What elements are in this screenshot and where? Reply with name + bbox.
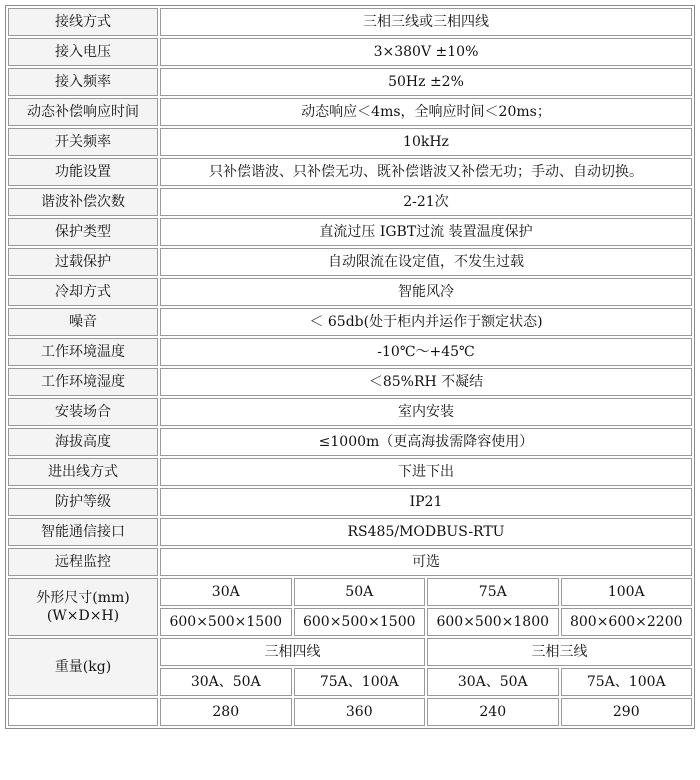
- spec-row: [8, 158, 692, 186]
- spec-row: [8, 8, 692, 36]
- weight-value: 290: [561, 698, 693, 726]
- weight-value-label-blank: [8, 698, 158, 726]
- dimensions-size: 600×500×1500: [160, 608, 292, 636]
- dimensions-size: 600×500×1500: [294, 608, 426, 636]
- spec-row: [8, 248, 692, 276]
- row-value: 下进下出: [160, 458, 692, 486]
- row-value: 室内安装: [160, 398, 692, 426]
- dimensions-rating: 100A: [561, 578, 693, 606]
- row-label: 保护类型: [8, 218, 158, 246]
- dimensions-rating: 75A: [427, 578, 559, 606]
- row-label: 过载保护: [8, 248, 158, 276]
- weight-group-row: [8, 638, 692, 666]
- row-label: 冷却方式: [8, 278, 158, 306]
- row-value: 3×380V ±10%: [160, 38, 692, 66]
- spec-table-body: [8, 8, 692, 726]
- row-label: 远程监控: [8, 548, 158, 576]
- row-label: 进出线方式: [8, 458, 158, 486]
- weight-value: 280: [160, 698, 292, 726]
- row-value: ＜ 65db(处于柜内并运作于额定状态): [160, 308, 692, 336]
- spec-row: [8, 548, 692, 576]
- spec-row: [8, 218, 692, 246]
- row-value: 自动限流在设定值，不发生过载: [160, 248, 692, 276]
- weight-subgroup: 30A、50A: [427, 668, 559, 696]
- row-value: RS485/MODBUS-RTU: [160, 518, 692, 546]
- row-value: 智能风冷: [160, 278, 692, 306]
- row-label: 防护等级: [8, 488, 158, 516]
- row-value: 直流过压 IGBT过流 装置温度保护: [160, 218, 692, 246]
- dimensions-label-line1: 外形尺寸(mm): [36, 590, 130, 606]
- spec-row: [8, 428, 692, 456]
- row-value: -10℃～+45℃: [160, 338, 692, 366]
- row-label: 工作环境湿度: [8, 368, 158, 396]
- spec-row: [8, 98, 692, 126]
- row-value: ≤1000m（更高海拔需降容使用）: [160, 428, 692, 456]
- row-value: 三相三线或三相四线: [160, 8, 692, 36]
- spec-row: [8, 188, 692, 216]
- row-value: IP21: [160, 488, 692, 516]
- row-label: 动态补偿响应时间: [8, 98, 158, 126]
- spec-table: [5, 5, 695, 729]
- row-label: 功能设置: [8, 158, 158, 186]
- row-label: 噪音: [8, 308, 158, 336]
- weight-subgroup: 30A、50A: [160, 668, 292, 696]
- dimensions-rating-row: [8, 578, 692, 606]
- dimensions-rating: 30A: [160, 578, 292, 606]
- spec-row: [8, 68, 692, 96]
- spec-row: [8, 368, 692, 396]
- row-value: 可选: [160, 548, 692, 576]
- dimensions-label-line2: (W×D×H): [46, 608, 120, 624]
- spec-row: [8, 338, 692, 366]
- dimensions-size: 800×600×2200: [561, 608, 693, 636]
- weight-group: 三相三线: [427, 638, 692, 666]
- row-label: 开关频率: [8, 128, 158, 156]
- spec-row: [8, 458, 692, 486]
- weight-group: 三相四线: [160, 638, 425, 666]
- spec-row: [8, 38, 692, 66]
- weight-subgroup: 75A、100A: [294, 668, 426, 696]
- spec-row: [8, 128, 692, 156]
- row-value: 50Hz ±2%: [160, 68, 692, 96]
- spec-row: [8, 278, 692, 306]
- dimensions-label: [8, 578, 158, 636]
- row-label: 接入频率: [8, 68, 158, 96]
- weight-value: 360: [294, 698, 426, 726]
- weight-subgroup: 75A、100A: [561, 668, 693, 696]
- dimensions-rating: 50A: [294, 578, 426, 606]
- row-label: 谐波补偿次数: [8, 188, 158, 216]
- row-label: 安装场合: [8, 398, 158, 426]
- row-label: 接线方式: [8, 8, 158, 36]
- weight-label: 重量(kg): [8, 638, 158, 696]
- row-value: 只补偿谐波、只补偿无功、既补偿谐波又补偿无功；手动、自动切换。: [160, 158, 692, 186]
- spec-row: [8, 398, 692, 426]
- row-label: 海拔高度: [8, 428, 158, 456]
- weight-value-row: [8, 698, 692, 726]
- row-label: 智能通信接口: [8, 518, 158, 546]
- spec-row: [8, 488, 692, 516]
- row-value: ＜85%RH 不凝结: [160, 368, 692, 396]
- row-value: 2-21次: [160, 188, 692, 216]
- row-value: 10kHz: [160, 128, 692, 156]
- row-label: 接入电压: [8, 38, 158, 66]
- dimensions-size: 600×500×1800: [427, 608, 559, 636]
- weight-value: 240: [427, 698, 559, 726]
- spec-row: [8, 518, 692, 546]
- row-label: 工作环境温度: [8, 338, 158, 366]
- spec-row: [8, 308, 692, 336]
- row-value: 动态响应＜4ms，全响应时间＜20ms；: [160, 98, 692, 126]
